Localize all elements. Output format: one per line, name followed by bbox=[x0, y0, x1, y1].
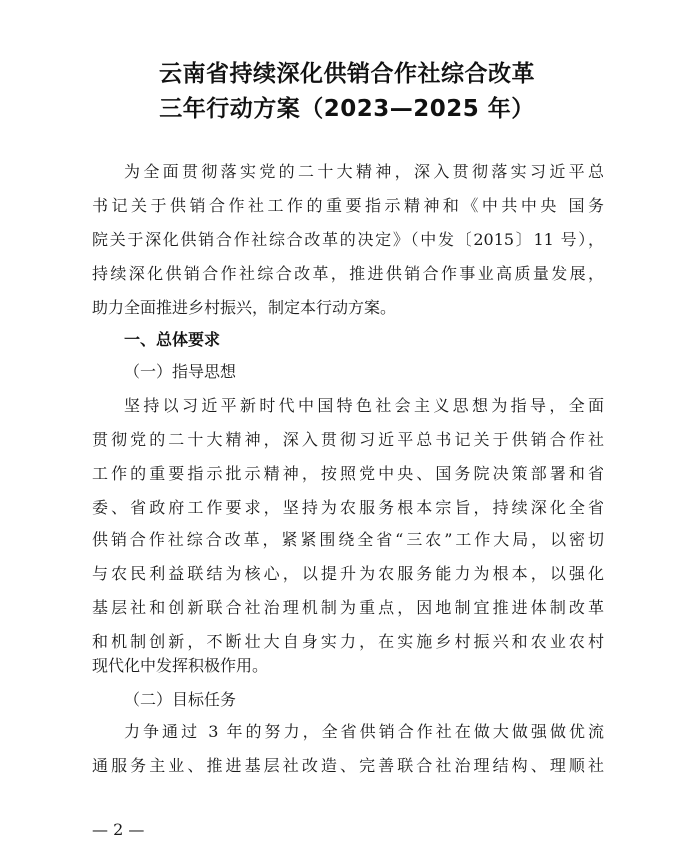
subsection-heading: （二）目标任务 bbox=[124, 690, 237, 709]
intro-line: 持续深化供销合作社综合改革，推进供销合作事业高质量发展， bbox=[92, 264, 604, 283]
body-line: 与农民利益联结为核心，以提升为农服务能力为根本，以强化 bbox=[92, 564, 604, 583]
subsection-heading: （一）指导思想 bbox=[124, 362, 237, 381]
page-number: — 2 — bbox=[92, 820, 145, 839]
document-title-line-1: 云南省持续深化供销合作社综合改革 bbox=[159, 61, 535, 87]
body-line: 工作的重要指示批示精神，按照党中央、国务院决策部署和省 bbox=[92, 464, 604, 483]
intro-line: 书记关于供销合作社工作的重要指示精神和《中共中央 国务 bbox=[92, 196, 604, 215]
intro-line: 助力全面推进乡村振兴，制定本行动方案。 bbox=[92, 298, 397, 317]
body-line: 现代化中发挥积极作用。 bbox=[92, 656, 269, 675]
body-line: 基层社和创新联合社治理机制为重点，因地制宜推进体制改革 bbox=[92, 598, 604, 617]
body-line: 供销合作社综合改革，紧紧围绕全省“三农”工作大局，以密切 bbox=[92, 530, 604, 549]
section-heading: 一、总体要求 bbox=[124, 330, 221, 349]
body-line: 和机制创新，不断壮大自身实力，在实施乡村振兴和农业农村 bbox=[92, 632, 604, 651]
intro-line: 为全面贯彻落实党的二十大精神，深入贯彻落实习近平总 bbox=[124, 162, 604, 181]
body-line: 坚持以习近平新时代中国特色社会主义思想为指导，全面 bbox=[124, 396, 604, 415]
body-line: 委、省政府工作要求，坚持为农服务根本宗旨，持续深化全省 bbox=[92, 498, 604, 517]
body-line: 力争通过 3 年的努力，全省供销合作社在做大做强做优流 bbox=[124, 722, 604, 741]
intro-line: 院关于深化供销合作社综合改革的决定》（中发〔2015〕11 号）， bbox=[92, 230, 604, 249]
body-line: 贯彻党的二十大精神，深入贯彻习近平总书记关于供销合作社 bbox=[92, 430, 604, 449]
document-title-line-2: 三年行动方案（2023—2025 年） bbox=[159, 96, 535, 122]
body-line: 通服务主业、推进基层社改造、完善联合社治理结构、理顺社 bbox=[92, 756, 604, 775]
